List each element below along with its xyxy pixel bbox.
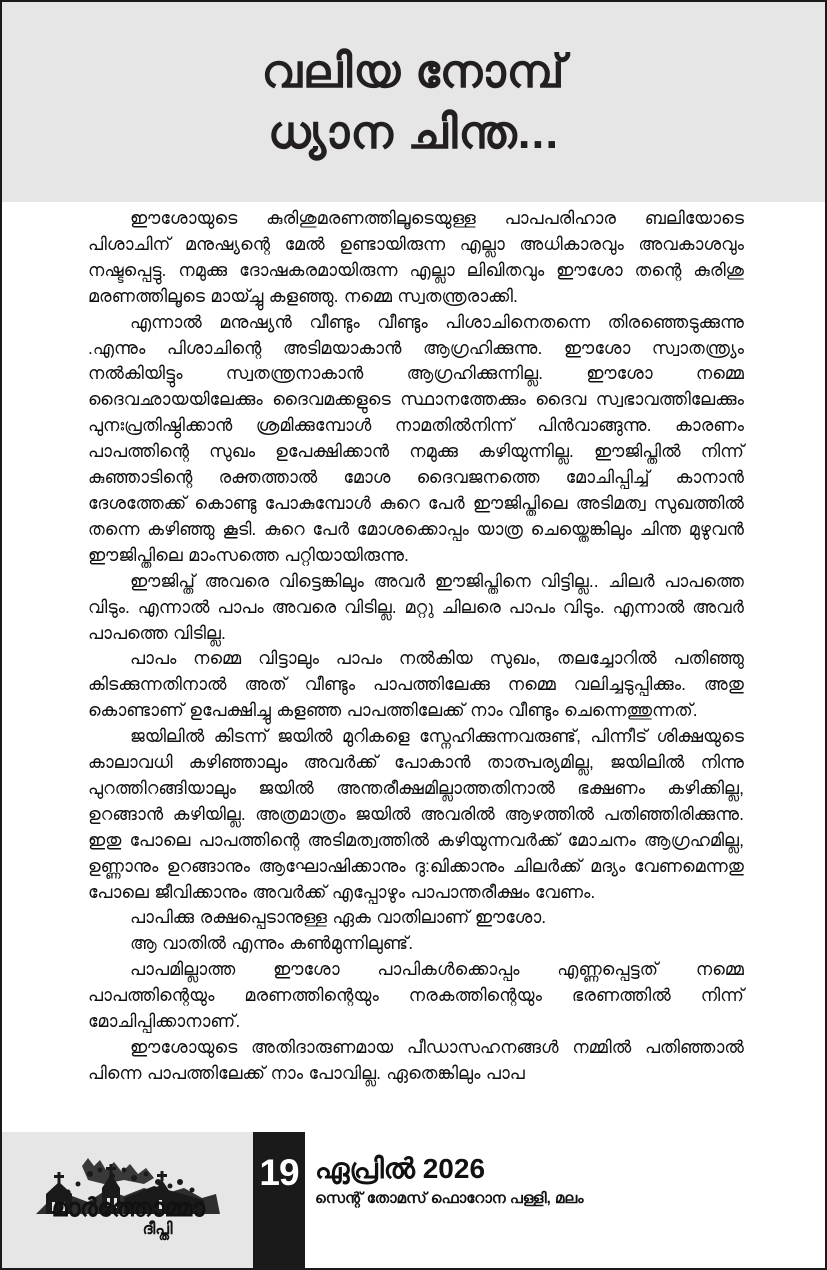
paragraph: പാപിക്കു രക്ഷപ്പെടാനുള്ള ഏക വാതിലാണ് ഈശോ. [130, 907, 547, 928]
paragraph: ജയിലിൽ കിടന്ന് ജയിൽ മുറികളെ സ്നേഹിക്കുന്നവരുണ്ട്, പിന്നീട് ശിക്ഷയുടെ കാലാവധി കഴിഞ്ഞാലും അവർക്ക് പോകാൻ താത്പര്യമില്ല, ജയിലിൽ നിന്നു പുറത്തിറങ്ങിയാലും ജയിൽ അന്തരീക്ഷമില്ലാത്തതിനാൽ ഭക്ഷണം കഴിക്കില്ല, ഉറങ്ങാൻ കഴിയില്ല. അത്രമാത്രം ജയിൽ അവരിൽ ആഴത്തിൽ പതിഞ്ഞിരിക്കുന്നു. ഇതു പോലെ പാപത്തിന്റെ അടിമത്വത്തിൽ കഴിയുന്നവർക്ക് മോചനം ആഗ്രഹമില്ല, ഉണ്ണാനും ഉറങ്ങാനും ആഘോഷിക്കാനും ദു:ഖിക്കാനും ചിലർക്ക് മദ്യം വേണമെന്നതു പോലെ ജീവിക്കാനും അവർക്ക് എപ്പോഴും പാപാന്തരീക്ഷം വേണം. [88, 726, 744, 902]
footer-date-block [305, 1132, 825, 1268]
paragraph: പാപം നമ്മെ വിട്ടാലും പാപം നൽകിയ സുഖം, തലച്ചോറിൽ പതിഞ്ഞു കിടക്കുന്നതിനാൽ അത് വീണ്ടും പാപത്തിലേക്കു നമ്മെ വലിച്ചടുപ്പിക്കും. അതു കൊണ്ടാണ് ഉപേക്ഷിച്ചു കളഞ്ഞ പാപത്തിലേക്ക് നാം വീണ്ടും ചെന്നെത്തുന്നത്. [88, 648, 744, 721]
logo-wordmark-main: മാർത്തോമ്മാ [51, 1194, 204, 1222]
article-body [88, 206, 744, 1136]
footer-logo-panel [2, 1132, 253, 1268]
footer-month-year: ഏപ്രിൽ 2026 [315, 1153, 486, 1184]
paragraph: ഈശോയുടെ കുരിശുമരണത്തിലൂടെയുള്ള പാപപരിഹാര ബലിയോടെ പിശാചിന് മനുഷ്യന്റെ മേൽ ഉണ്ടായിരുന്ന എല്ലാ അധികാരവും അവകാശവും നഷ്ടപ്പെട്ടു. നമുക്കു ദോഷകരമായിരുന്ന എല്ലാ ലിഖിതവും ഈശോ തന്റെ കുരിശു മരണത്തിലൂടെ മായ്ച്ചു കളഞ്ഞു. നമ്മെ സ്വതന്ത്രരാക്കി. [88, 208, 744, 306]
paragraph: ഈശോയുടെ അതിദാരുണമായ പീഡാസഹനങ്ങൾ നമ്മിൽ പതിഞ്ഞാൽ പിന്നെ പാപത്തിലേക്ക് നാം പോവില്ല. ഏതെങ്കിലും പാപ [88, 1037, 744, 1083]
paragraph: ഈജിപ്ത് അവരെ വിട്ടെങ്കിലും അവർ ഈജിപ്തിനെ വിട്ടില്ല.. ചിലർ പാപത്തെ വിടും. എന്നാൽ പാപം അവരെ വിടില്ല. മറ്റു ചിലരെ പാപം വിടും. എന്നാൽ അവർ പാപത്തെ വിടില്ല. [88, 570, 744, 643]
paragraph: ആ വാതിൽ എന്നും കൺമുന്നിലുണ്ട്. [130, 933, 414, 954]
footer-day-number-band [253, 1132, 305, 1268]
footer [2, 1132, 825, 1268]
footer-parish-name: സെന്റ് തോമസ് ഫൊറോന പള്ളി, മലം [315, 1189, 584, 1207]
header-band [2, 2, 825, 202]
publication-logo [28, 1144, 228, 1256]
logo-wordmark-sub: ദീപ്തി [142, 1221, 173, 1238]
paragraph: പാപമില്ലാത്ത ഈശോ പാപികൾക്കൊപ്പം എണ്ണപ്പെട്ടത് നമ്മെ പാപത്തിന്റെയും മരണത്തിന്റെയും നരകത്തിന്റെയും ഭരണത്തിൽ നിന്ന് മോചിപ്പിക്കാനാണ്. [88, 959, 744, 1032]
page-title-line-2: ധ്യാന ചിന്ത... [267, 106, 560, 158]
footer-day-number: 19 [259, 1152, 299, 1193]
page-title-line-1: വലിയ നോമ്പ് [261, 45, 566, 98]
paragraph: എന്നാൽ മനുഷ്യൻ വീണ്ടും വീണ്ടും പിശാചിനെതന്നെ തിരഞ്ഞെടുക്കുന്നു .എന്നും പിശാചിന്റെ അടിമയാകാൻ ആഗ്രഹിക്കുന്നു. ഈശോ സ്വാതന്ത്ര്യം നൽകിയിട്ടും സ്വതന്ത്രനാകാൻ ആഗ്രഹിക്കുന്നില്ല. ഈശോ നമ്മെ ദൈവഛായയിലേക്കും ദൈവമക്കളുടെ സ്ഥാനത്തേക്കും ദൈവ സ്വഭാവത്തിലേക്കും പുനഃപ്രതിഷ്ഠിക്കാൻ ശ്രമിക്കുമ്പോൾ നാമതിൽനിന്ന് പിൻവാങ്ങുന്നു. കാരണം പാപത്തിന്റെ സുഖം ഉപേക്ഷിക്കാൻ നമുക്കു കഴിയുന്നില്ല. ഈജിപ്തിൽ നിന്ന് കുഞ്ഞാടിന്റെ രക്തത്താൽ മോശ ദൈവജനത്തെ മോചിപ്പിച്ച് കാനാൻ ദേശത്തേക്ക് കൊണ്ടു പോകുമ്പോൾ കുറെ പേർ ഈജിപ്തിലെ അടിമത്വ സുഖത്തിൽ തന്നെ കഴിഞ്ഞു കൂടി. കുറെ പേർ മോശക്കൊപ്പം യാത്ര ചെയ്തെങ്കിലും ചിന്ത മുഴുവൻ ഈജിപ്തിലെ മാംസത്തെ പറ്റിയായിരുന്നു. [88, 311, 744, 565]
